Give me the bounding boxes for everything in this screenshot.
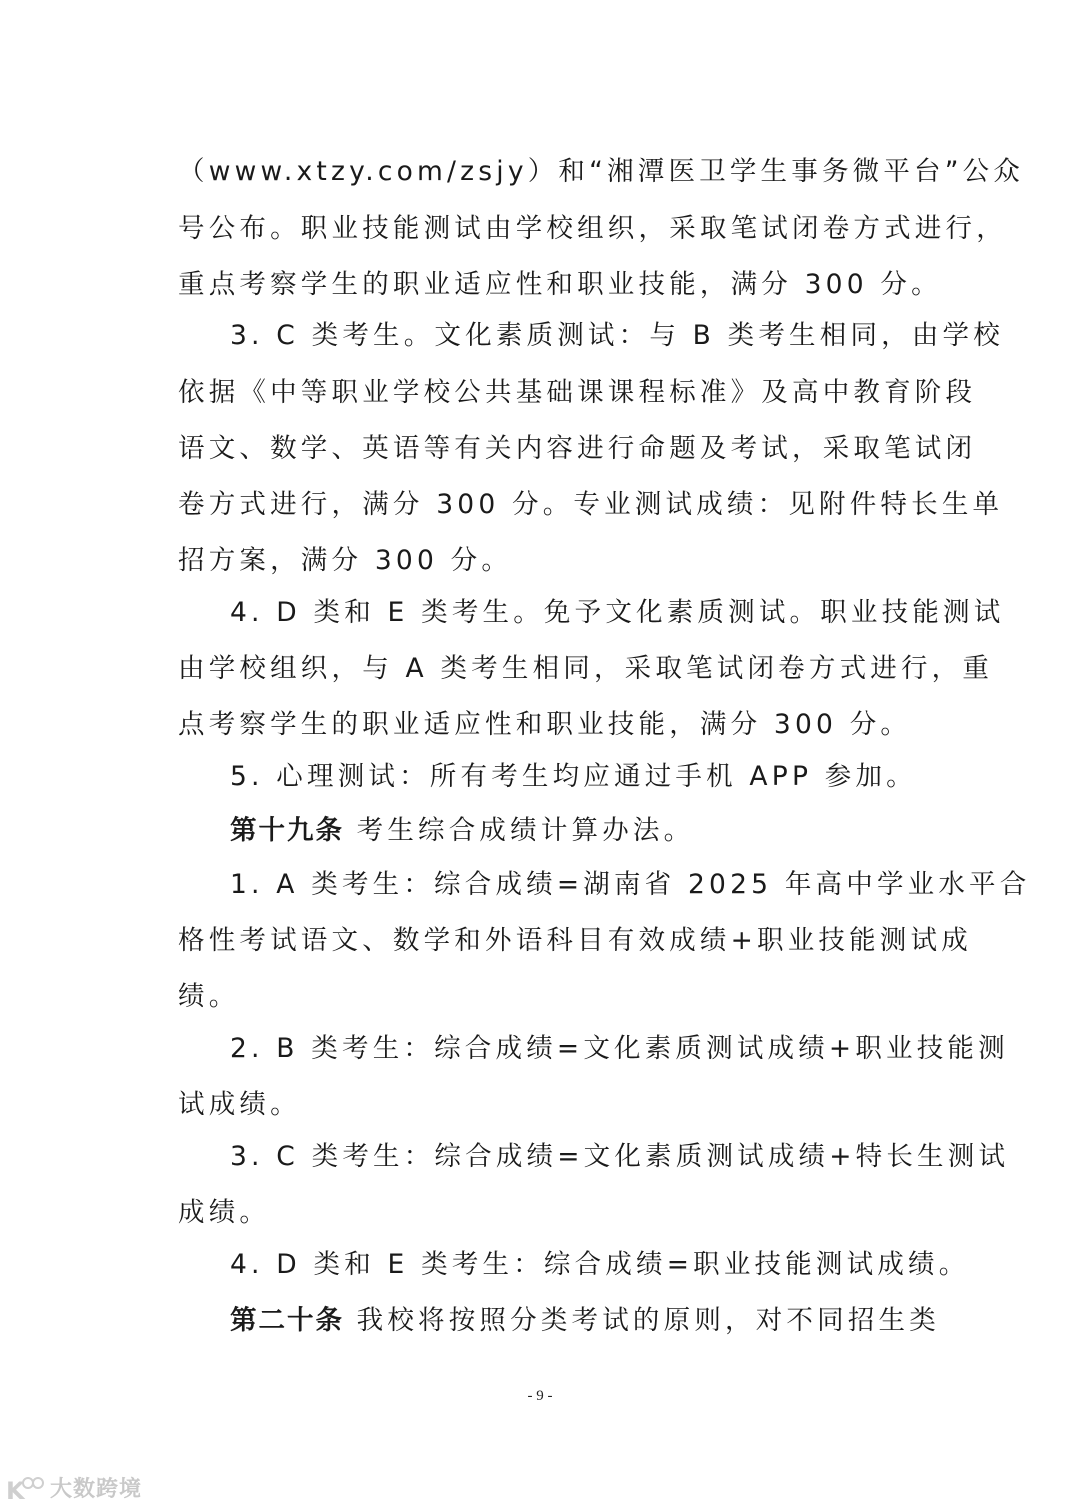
paragraph-line: 招方案，满分 300 分。 (178, 545, 513, 576)
page-number: - 9 - (527, 1388, 553, 1404)
paragraph-line: 4. D 类和 E 类考生。免予文化素质测试。职业技能测试 (230, 597, 1005, 628)
article-19-heading: 第十九条 (230, 815, 344, 846)
article-20-line (230, 1305, 940, 1337)
paragraph-line: 4. D 类和 E 类考生：综合成绩=职业技能测试成绩。 (230, 1249, 970, 1280)
paragraph-line: 5. 心理测试：所有考生均应通过手机 APP 参加。 (230, 761, 917, 792)
paragraph-line: 格性考试语文、数学和外语科目有效成绩+职业技能测试成 (178, 925, 972, 956)
paragraph-line: 重点考察学生的职业适应性和职业技能，满分 300 分。 (178, 269, 942, 300)
watermark (6, 1472, 142, 1503)
paragraph-line: 号公布。职业技能测试由学校组织，采取笔试闭卷方式进行， (178, 213, 1007, 244)
paragraph-line: 成绩。 (178, 1197, 271, 1228)
paragraph-line: 由学校组织，与 A 类考生相同，采取笔试闭卷方式进行，重 (178, 653, 994, 684)
paragraph-line: 点考察学生的职业适应性和职业技能，满分 300 分。 (178, 709, 912, 740)
article-20-text: 我校将按照分类考试的原则，对不同招生类 (344, 1305, 940, 1336)
watermark-text: 大数跨境 (50, 1477, 143, 1502)
paragraph-line: （www.xtzy.com/zsjy）和“湘潭医卫学生事务微平台”公众 (178, 156, 1025, 187)
paragraph-line: 语文、数学、英语等有关内容进行命题及考试，采取笔试闭 (178, 433, 977, 464)
paragraph-line: 依据《中等职业学校公共基础课课程标准》及高中教育阶段 (178, 377, 977, 408)
paragraph-line: 绩。 (178, 981, 240, 1012)
paragraph-line: 3. C 类考生：综合成绩=文化素质测试成绩+特长生测试 (230, 1141, 1010, 1172)
article-19-line (230, 815, 903, 847)
paragraph-line: 卷方式进行，满分 300 分。专业测试成绩：见附件特长生单 (178, 489, 1004, 520)
article-20-heading: 第二十条 (230, 1305, 344, 1336)
paragraph-line: 2. B 类考生：综合成绩=文化素质测试成绩+职业技能测 (230, 1033, 1009, 1064)
article-19-text: 考生综合成绩计算办法。 (344, 815, 695, 846)
paragraph-line: 试成绩。 (178, 1089, 301, 1120)
paragraph-line: 3. C 类考生。文化素质测试：与 B 类考生相同，由学校 (230, 320, 1004, 351)
watermark-logo-icon: K (6, 1475, 44, 1501)
paragraph-line: 1. A 类考生：综合成绩=湖南省 2025 年高中学业水平合 (230, 869, 1031, 900)
